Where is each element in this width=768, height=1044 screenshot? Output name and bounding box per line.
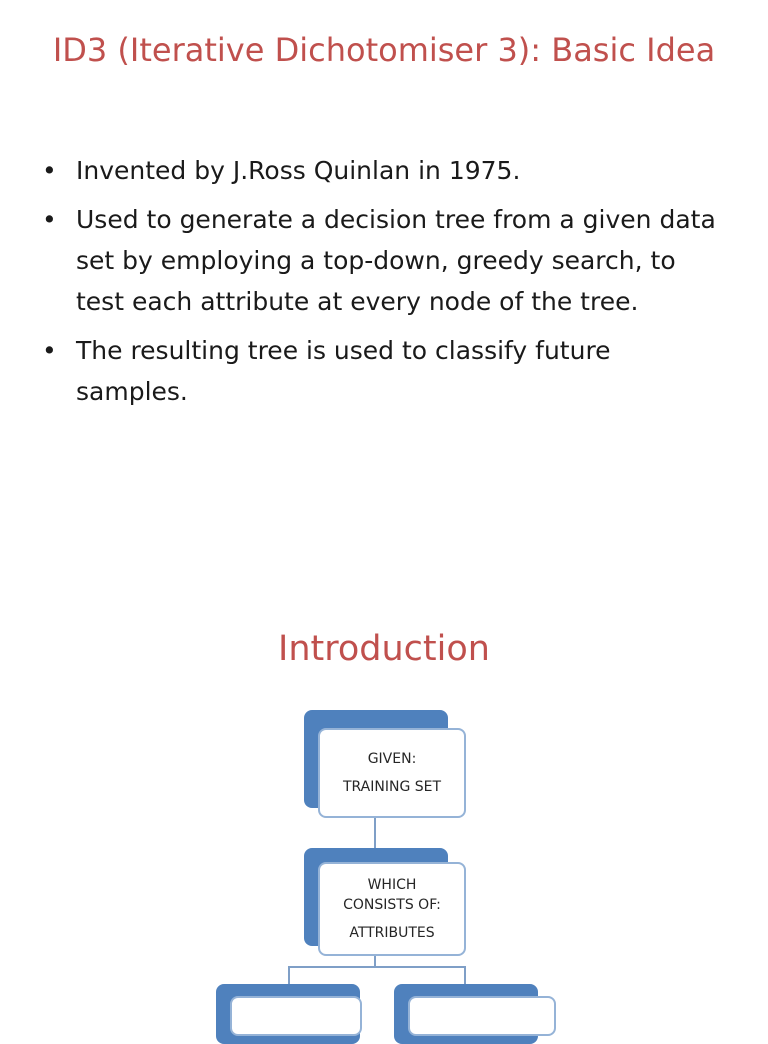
bullet-item	[40, 150, 730, 191]
bullet-dot-icon: •	[42, 156, 57, 185]
bullet-text: Used to generate a decision tree from a given data set by employing a top-down, greedy search, to test each attribute at every node of the tree.	[76, 205, 716, 316]
bullet-text: The resulting tree is used to classify future samples.	[76, 336, 611, 406]
bullet-item	[40, 199, 730, 322]
connector-line	[374, 818, 376, 850]
connector-line	[464, 966, 466, 986]
bullet-list	[40, 150, 730, 420]
node-label: ATTRIBUTES	[349, 925, 435, 941]
node-which-consists-of	[318, 862, 466, 956]
node-label: GIVEN:	[367, 751, 417, 767]
slide-title: ID3 (Iterative Dichotomiser 3): Basic Idea	[52, 31, 716, 69]
bullet-item	[40, 330, 730, 412]
node-child-left	[230, 996, 362, 1036]
node-child-right	[408, 996, 556, 1036]
node-label: TRAINING SET	[342, 779, 442, 795]
bullet-text: Invented by J.Ross Quinlan in 1975.	[76, 156, 521, 185]
node-label: WHICH	[367, 877, 417, 893]
node-label: CONSISTS OF:	[343, 897, 441, 913]
bullet-dot-icon: •	[42, 336, 57, 365]
connector-line	[288, 966, 290, 986]
slide-title: Introduction	[278, 629, 490, 669]
slide-introduction	[0, 560, 768, 1024]
connector-line	[288, 966, 466, 968]
bullet-dot-icon: •	[42, 205, 57, 234]
node-given-training-set	[318, 728, 466, 818]
